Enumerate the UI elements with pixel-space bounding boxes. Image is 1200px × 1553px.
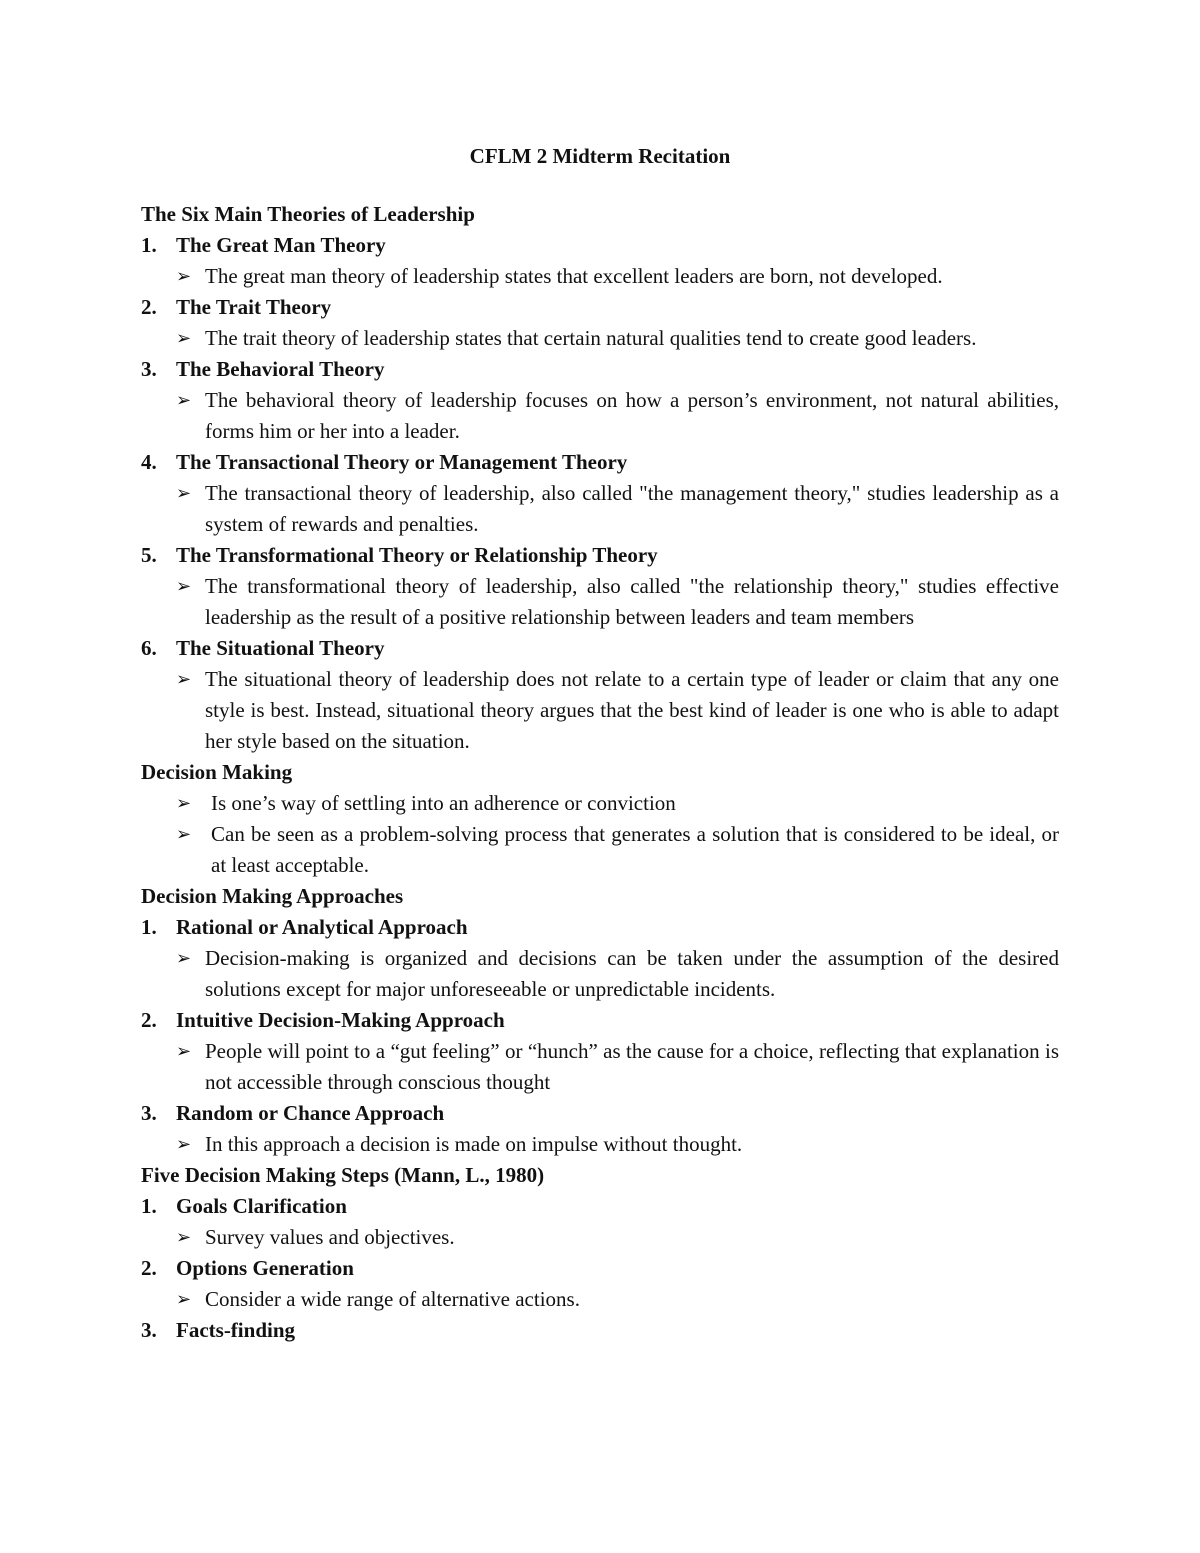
arrowhead-bullet-icon: ➢ <box>176 669 192 689</box>
bullet-point <box>141 385 1059 447</box>
bullet-point <box>141 323 1059 354</box>
item-number: 1. <box>141 233 157 257</box>
item-number: 2. <box>141 1008 157 1032</box>
item-title: Rational or Analytical Approach <box>176 915 468 939</box>
item-heading <box>141 1005 1059 1036</box>
item-title: The Behavioral Theory <box>176 357 385 381</box>
item-number: 5. <box>141 543 157 567</box>
document-body <box>141 199 1059 1346</box>
item-heading <box>141 1098 1059 1129</box>
item-heading <box>141 540 1059 571</box>
arrowhead-bullet-icon: ➢ <box>176 1134 192 1154</box>
document-title: CFLM 2 Midterm Recitation <box>469 144 731 168</box>
section-heading: Decision Making <box>141 760 293 784</box>
numbered-item <box>141 354 1059 447</box>
bullet-text: The transformational theory of leadership, also called "the relationship theory," studies effective leadership as the result of a positive relationship between leaders and team members <box>205 574 1059 629</box>
document-section <box>141 199 1059 757</box>
item-number: 2. <box>141 295 157 319</box>
bullet-text: In this approach a decision is made on impulse without thought. <box>205 1132 743 1156</box>
bullet-text: Decision-making is organized and decisions can be taken under the assumption of the desired solutions except for major unforeseeable or unpredictable incidents. <box>205 946 1059 1001</box>
arrowhead-bullet-icon: ➢ <box>176 948 192 968</box>
item-title: The Great Man Theory <box>176 233 386 257</box>
arrowhead-bullet-icon: ➢ <box>176 266 192 286</box>
bullet-text: Is one’s way of settling into an adherence or conviction <box>211 791 676 815</box>
item-number: 4. <box>141 450 157 474</box>
section-heading: Five Decision Making Steps (Mann, L., 1980) <box>141 1163 545 1187</box>
bullet-point <box>141 1036 1059 1098</box>
item-title: The Transactional Theory or Management Theory <box>176 450 628 474</box>
bullet-point <box>141 1129 1059 1160</box>
arrowhead-bullet-icon: ➢ <box>176 483 192 503</box>
bullet-text: People will point to a “gut feeling” or “hunch” as the cause for a choice, reflecting that explanation is not accessible through conscious thought <box>205 1039 1059 1094</box>
bullet-text: Consider a wide range of alternative actions. <box>205 1287 580 1311</box>
item-title: Goals Clarification <box>176 1194 347 1218</box>
section-heading: Decision Making Approaches <box>141 884 404 908</box>
bullet-text: The behavioral theory of leadership focuses on how a person’s environment, not natural abilities, forms him or her into a leader. <box>205 388 1059 443</box>
item-number: 2. <box>141 1256 157 1280</box>
document-section <box>141 881 1059 1160</box>
item-title: The Situational Theory <box>176 636 385 660</box>
item-heading <box>141 1191 1059 1222</box>
bullet-point <box>141 1284 1059 1315</box>
item-heading <box>141 1253 1059 1284</box>
item-number: 1. <box>141 1194 157 1218</box>
item-number: 3. <box>141 1318 157 1342</box>
item-heading <box>141 447 1059 478</box>
arrowhead-bullet-icon: ➢ <box>176 1227 192 1247</box>
item-heading <box>141 292 1059 323</box>
numbered-item <box>141 1315 1059 1346</box>
item-number: 3. <box>141 1101 157 1125</box>
numbered-item <box>141 1005 1059 1098</box>
bullet-text: The trait theory of leadership states that certain natural qualities tend to create good leaders. <box>205 326 977 350</box>
section-heading: The Six Main Theories of Leadership <box>141 202 475 226</box>
item-title: The Transformational Theory or Relationship Theory <box>176 543 658 567</box>
bullet-point <box>141 788 1059 819</box>
item-number: 3. <box>141 357 157 381</box>
numbered-item <box>141 912 1059 1005</box>
item-heading <box>141 354 1059 385</box>
item-title: Facts-finding <box>176 1318 296 1342</box>
arrowhead-bullet-icon: ➢ <box>176 1289 192 1309</box>
arrowhead-bullet-icon: ➢ <box>176 824 192 844</box>
numbered-item <box>141 540 1059 633</box>
bullet-text: The transactional theory of leadership, also called "the management theory," studies leadership as a system of rewards and penalties. <box>205 481 1059 536</box>
arrowhead-bullet-icon: ➢ <box>176 576 192 596</box>
numbered-item <box>141 1253 1059 1315</box>
document-section <box>141 757 1059 881</box>
item-title: The Trait Theory <box>176 295 332 319</box>
item-heading <box>141 912 1059 943</box>
item-number: 6. <box>141 636 157 660</box>
item-title: Options Generation <box>176 1256 354 1280</box>
numbered-item <box>141 1191 1059 1253</box>
arrowhead-bullet-icon: ➢ <box>176 390 192 410</box>
item-title: Random or Chance Approach <box>176 1101 445 1125</box>
item-title: Intuitive Decision-Making Approach <box>176 1008 505 1032</box>
numbered-item <box>141 292 1059 354</box>
bullet-point <box>141 664 1059 757</box>
bullet-text: The situational theory of leadership does not relate to a certain type of leader or claim that any one style is best. Instead, situational theory argues that the best kind of leader is one who is able to adapt her style based on the situation. <box>205 667 1059 753</box>
item-number: 1. <box>141 915 157 939</box>
bullet-point <box>141 1222 1059 1253</box>
bullet-point <box>141 943 1059 1005</box>
bullet-point <box>141 819 1059 881</box>
document-section <box>141 1160 1059 1346</box>
arrowhead-bullet-icon: ➢ <box>176 793 192 813</box>
bullet-text: Survey values and objectives. <box>205 1225 455 1249</box>
numbered-item <box>141 633 1059 757</box>
bullet-point <box>141 571 1059 633</box>
item-heading <box>141 1315 1059 1346</box>
bullet-point <box>141 261 1059 292</box>
bullet-point <box>141 478 1059 540</box>
item-heading <box>141 633 1059 664</box>
arrowhead-bullet-icon: ➢ <box>176 1041 192 1061</box>
numbered-item <box>141 230 1059 292</box>
numbered-item <box>141 1098 1059 1160</box>
bullet-text: Can be seen as a problem-solving process that generates a solution that is considered to be ideal, or at least acceptable. <box>211 822 1059 877</box>
arrowhead-bullet-icon: ➢ <box>176 328 192 348</box>
bullet-text: The great man theory of leadership states that excellent leaders are born, not developed. <box>205 264 943 288</box>
item-heading <box>141 230 1059 261</box>
numbered-item <box>141 447 1059 540</box>
